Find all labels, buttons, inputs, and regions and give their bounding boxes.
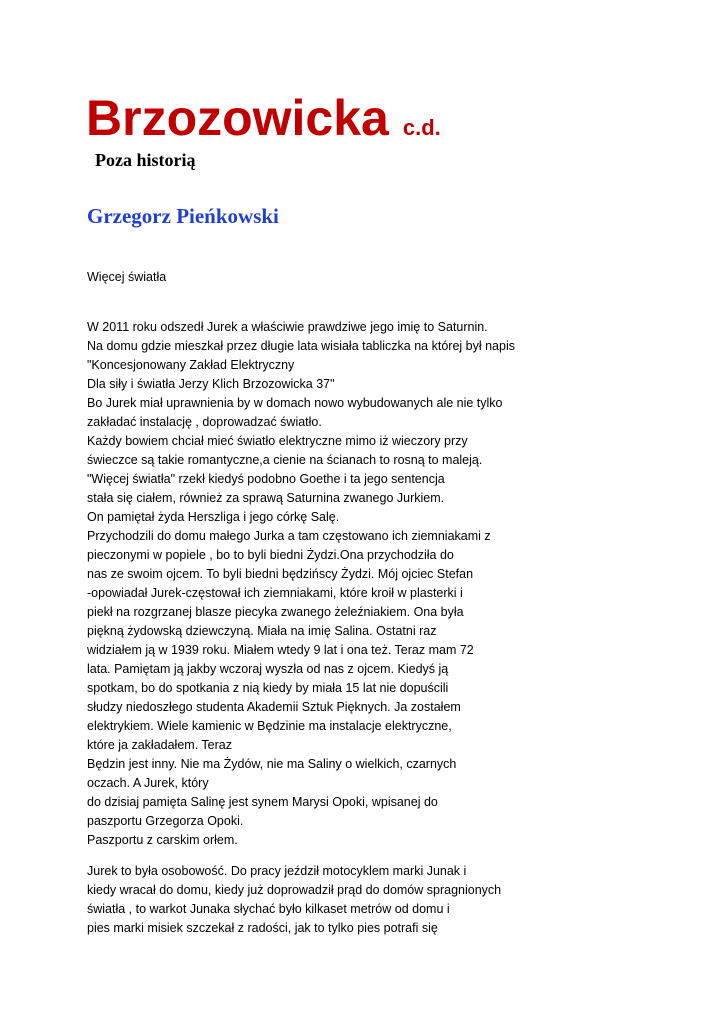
document-subtitle: Poza historią	[95, 150, 196, 170]
text-line: paszportu Grzegorza Opoki.	[87, 814, 244, 828]
text-line: "Koncesjonowany Zakład Elektryczny	[87, 358, 295, 372]
text-line: W 2011 roku odszedł Jurek a właściwie prawdziwe jego imię to Saturnin.	[87, 320, 488, 334]
text-line: Jurek to była osobowość. Do pracy jeździł motocyklem marki Junak i	[87, 864, 467, 878]
text-line: słudzy niedoszłego studenta Akademii Sztuk Pięknych. Ja zostałem	[87, 700, 461, 714]
section-heading: Więcej światła	[87, 270, 167, 284]
text-line: pies marki misiek szczekał z radości, jak to tylko pies potrafi się	[87, 921, 438, 935]
text-line: kiedy wracał do domu, kiedy już doprowadził prąd do domów spragnionych	[87, 883, 502, 897]
text-line: -opowiadał Jurek-częstował ich ziemniakami, które kroił w plasterki i	[87, 586, 463, 600]
text-line: pieczonymi w popiele , bo to byli biedni Żydzi.Ona przychodziła do	[87, 548, 454, 562]
document-title: Brzozowicka	[86, 90, 389, 146]
text-line: spotkam, bo do spotkania z nią kiedy by miała 15 lat nie dopuścili	[87, 681, 449, 695]
text-line: oczach. A Jurek, który	[87, 776, 209, 790]
text-line: świeczce są takie romantyczne,a cienie na ścianach to rosną to maleją.	[87, 453, 483, 467]
text-line: które ja zakładałem. Teraz	[87, 738, 232, 752]
text-line: "Więcej światła" rzekł kiedyś podobno Goethe i ta jego sentencja	[87, 472, 445, 486]
text-line: stała się ciałem, również za sprawą Saturnina zwanego Jurkiem.	[87, 491, 445, 505]
title-row	[86, 88, 441, 148]
text-line: piekł na rozgrzanej blasze piecyka zwanego żeleźniakiem. Ona była	[87, 605, 464, 619]
text-line: nas ze swoim ojcem. To byli biedni będzińscy Żydzi. Mój ojciec Stefan	[87, 567, 474, 581]
text-line: do dzisiaj pamięta Salinę jest synem Marysi Opoki, wpisanej do	[87, 795, 438, 809]
text-line: Bo Jurek miał uprawnienia by w domach nowo wybudowanych ale nie tylko	[87, 396, 503, 410]
paragraph-1	[87, 318, 515, 850]
text-line: światła , to warkot Junaka słychać było kilkaset metrów od domu i	[87, 902, 450, 916]
text-line: piękną żydowską dziewczyną. Miała na imię Salina. Ostatni raz	[87, 624, 437, 638]
title-suffix: c.d.	[402, 115, 441, 140]
text-line: Przychodzili do domu małego Jurka a tam częstowano ich ziemniakami z	[87, 529, 491, 543]
paragraph-2	[87, 862, 501, 938]
text-line: elektrykiem. Wiele kamienic w Będzinie ma instalacje elektryczne,	[87, 719, 452, 733]
text-line: lata. Pamiętam ją jakby wczoraj wyszła od nas z ojcem. Kiedyś ją	[87, 662, 449, 676]
text-line: Będzin jest inny. Nie ma Żydów, nie ma Saliny o wielkich, czarnych	[87, 757, 457, 771]
text-line: On pamiętał żyda Herszliga i jego córkę Salę.	[87, 510, 340, 524]
text-line: Każdy bowiem chciał mieć światło elektryczne mimo iż wieczory przy	[87, 434, 468, 448]
text-line: widziałem ją w 1939 roku. Miałem wtedy 9 lat i ona też. Teraz mam 72	[87, 643, 474, 657]
text-line: Dla siły i światła Jerzy Klich Brzozowicka 37"	[87, 377, 335, 391]
author-name: Grzegorz Pieńkowski	[87, 204, 279, 228]
text-line: zakładać instalację , doprowadzać światło.	[87, 415, 322, 429]
text-line: Paszportu z carskim orłem.	[87, 833, 238, 847]
text-line: Na domu gdzie mieszkał przez długie lata wisiała tabliczka na której był napis	[87, 339, 515, 353]
